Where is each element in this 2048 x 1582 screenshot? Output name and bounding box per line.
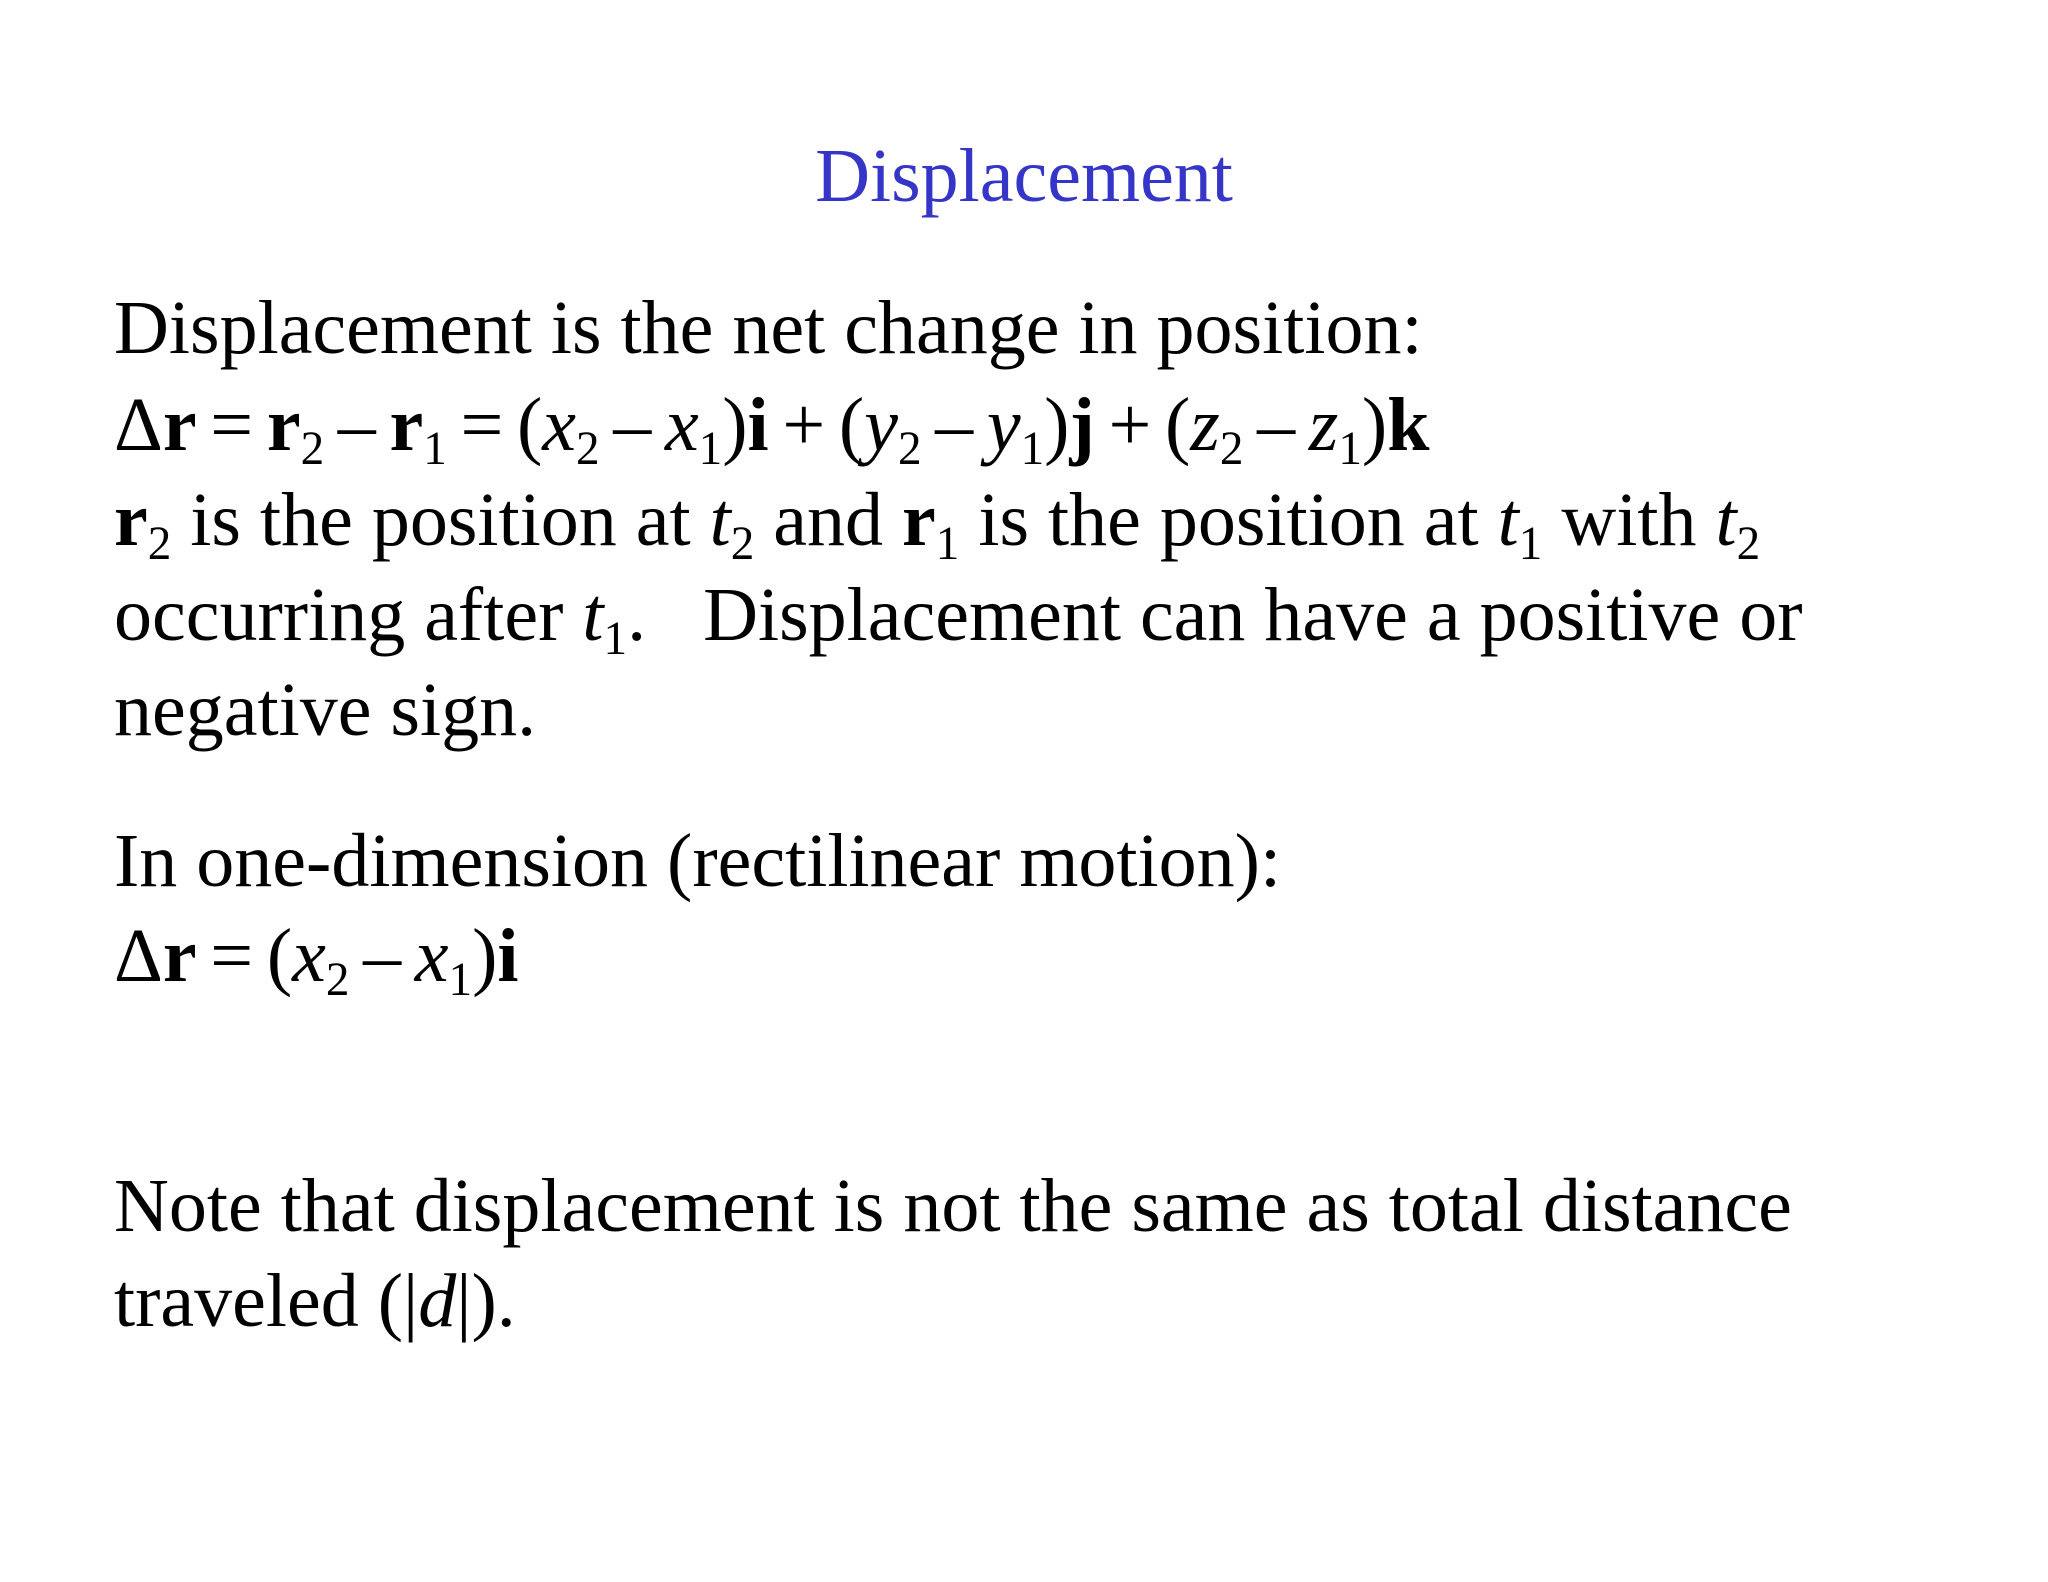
negative-sign-line: negative sign. bbox=[114, 668, 537, 752]
occurring-after-line: occurring after t1. Displacement can have a positive or bbox=[114, 573, 1803, 666]
definition-line: Displacement is the net change in position: bbox=[114, 286, 1423, 370]
note-line: Note that displacement is not the same as total distance bbox=[114, 1164, 1792, 1248]
title-text: Displacement bbox=[815, 134, 1233, 218]
note-line-2: traveled (|d|). bbox=[114, 1259, 516, 1343]
slide-title bbox=[0, 134, 2048, 218]
position-definition-line: r2 is the position at t2 and r1 is the position at t1 with t2 bbox=[114, 478, 1761, 571]
displacement-equation-3d: Δr = r2 – r1 = (x2 – x1)i + (y2 – y1)j + (z2 – z1)k bbox=[114, 383, 1430, 476]
displacement-equation-1d: Δr = (x2 – x1)i bbox=[114, 914, 519, 1007]
one-dimension-heading: In one-dimension (rectilinear motion): bbox=[114, 819, 1282, 903]
